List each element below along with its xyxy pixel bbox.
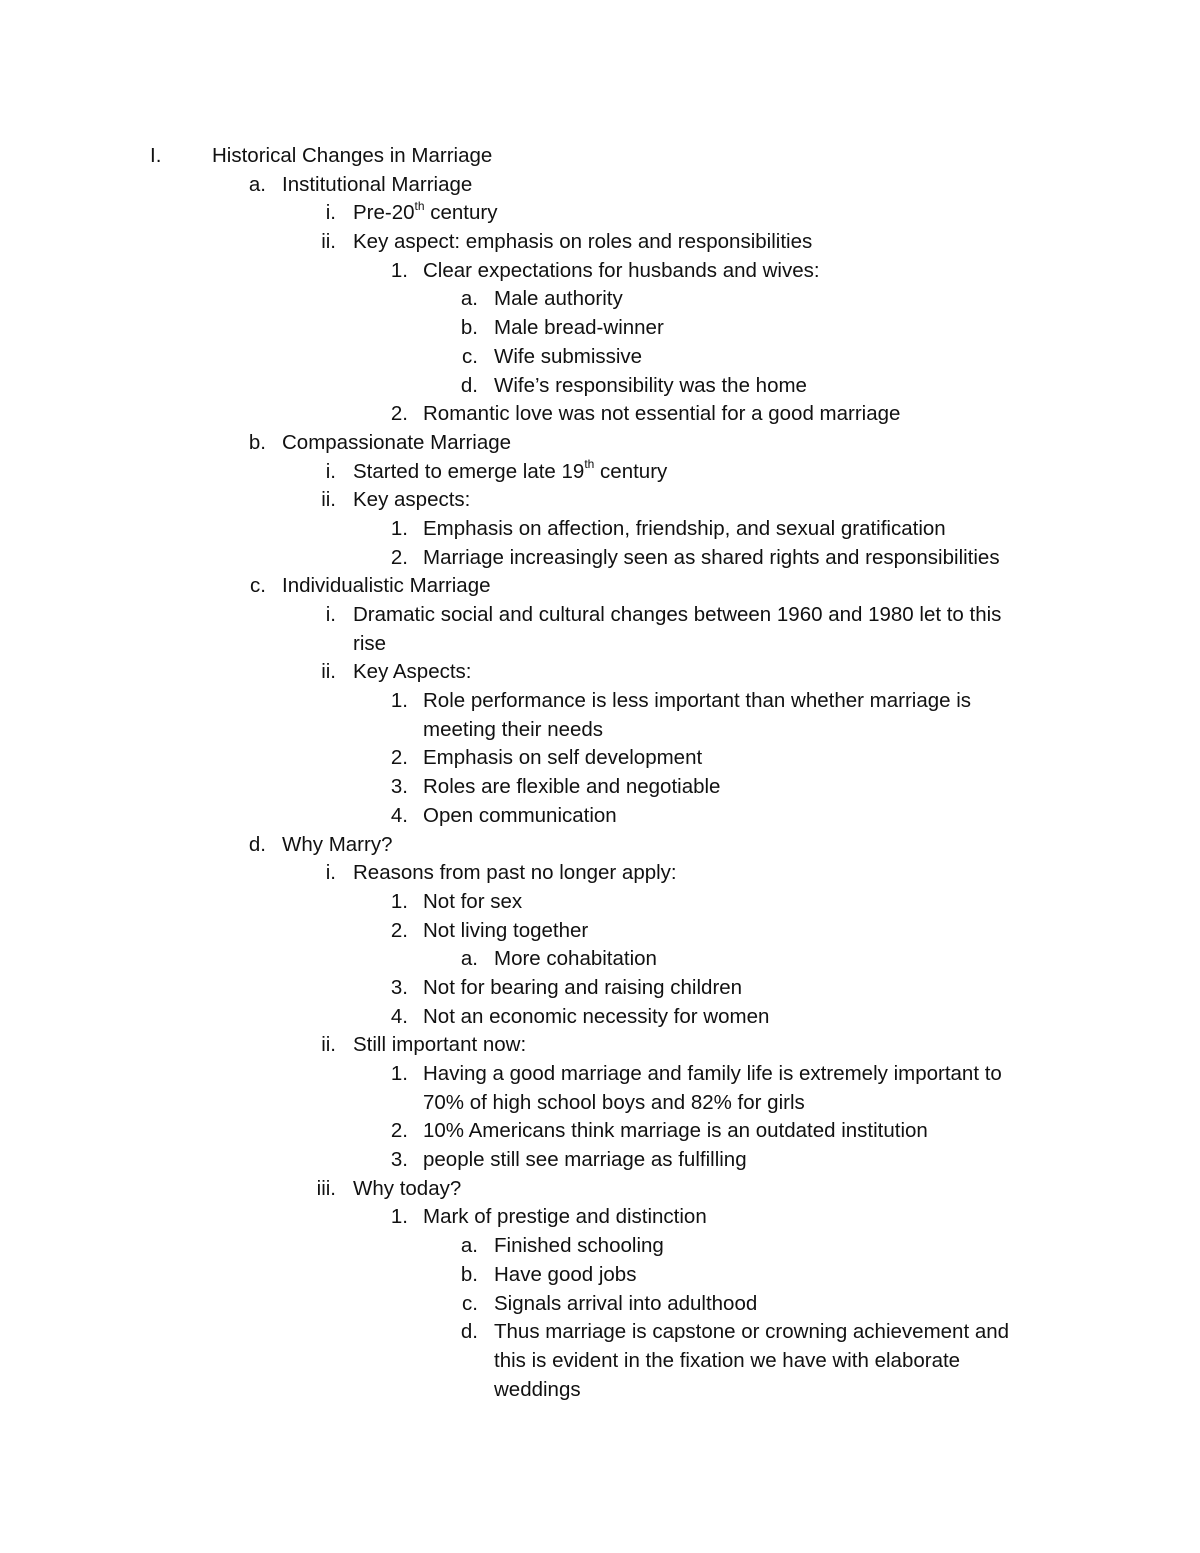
list-marker: 2. [390, 918, 408, 942]
list-marker: c. [462, 344, 478, 368]
item-text [353, 486, 470, 515]
outline-item [0, 744, 1200, 773]
outline-item [0, 171, 1200, 200]
item-text-main: meeting their needs [423, 717, 604, 741]
superscript: th [414, 198, 425, 213]
item-text [423, 802, 617, 831]
item-text-main: Still important now: [353, 1033, 527, 1057]
list-marker: b. [460, 1262, 478, 1286]
item-text [494, 343, 642, 372]
list-marker: a. [460, 1234, 478, 1258]
list-marker: ii. [321, 1033, 336, 1057]
item-text-main: Key Aspects: [353, 660, 472, 684]
item-text [423, 1203, 707, 1232]
item-text [353, 1031, 526, 1060]
outline-item [0, 544, 1200, 573]
item-text [423, 400, 900, 429]
item-text-main: Open communication [423, 803, 617, 827]
outline-item [0, 1060, 1200, 1089]
outline-item [0, 429, 1200, 458]
list-marker: i. [325, 459, 336, 483]
list-marker: b. [248, 430, 266, 454]
item-text [494, 1290, 757, 1319]
item-text [353, 199, 497, 228]
item-text-main: rise [353, 631, 387, 655]
outline-item [0, 1203, 1200, 1232]
list-marker: 3. [390, 1148, 408, 1172]
outline-item [0, 601, 1200, 630]
item-text-main: Romantic love was not essential for a good marriage [423, 402, 901, 426]
list-marker: 4. [390, 803, 408, 827]
item-text-after: century [424, 201, 498, 225]
outline-item [0, 945, 1200, 974]
item-text [494, 285, 623, 314]
list-marker: 2. [390, 402, 408, 426]
item-text-main: Historical Changes in Marriage [212, 144, 493, 167]
list-marker: d. [460, 373, 478, 397]
item-text-main: Started to emerge late 19 [353, 459, 585, 483]
list-marker: 3. [390, 775, 408, 799]
outline-item [0, 458, 1200, 487]
item-text-main: Key aspects: [353, 488, 471, 512]
item-text [353, 630, 386, 659]
outline-item [0, 917, 1200, 946]
item-text [353, 601, 1001, 630]
item-text [494, 1347, 960, 1376]
item-text [423, 544, 1000, 573]
item-text-main: Why today? [353, 1176, 462, 1200]
outline-item [0, 343, 1200, 372]
outline-list [0, 142, 1200, 1404]
item-text-main: Emphasis on affection, friendship, and sexual gratification [423, 516, 946, 540]
item-text [423, 716, 603, 745]
outline-item [0, 486, 1200, 515]
outline-item [0, 1261, 1200, 1290]
list-marker: 2. [390, 545, 408, 569]
list-marker: c. [250, 574, 266, 598]
outline-item [0, 285, 1200, 314]
list-marker: 3. [390, 975, 408, 999]
outline-item [0, 1290, 1200, 1319]
outline-item [0, 831, 1200, 860]
item-text-main: Wife’s responsibility was the home [494, 373, 807, 397]
list-marker: I. [150, 144, 162, 167]
item-text [353, 1175, 461, 1204]
outline-item [0, 400, 1200, 429]
list-marker: iii. [316, 1176, 336, 1200]
list-marker: 1. [390, 258, 408, 282]
item-text-main: Not for bearing and raising children [423, 975, 743, 999]
item-text-main: Mark of prestige and distinction [423, 1205, 707, 1229]
outline-item [0, 228, 1200, 257]
item-text [282, 429, 511, 458]
item-text-main: Have good jobs [494, 1262, 637, 1286]
item-text [494, 314, 664, 343]
item-text-main: Male authority [494, 287, 623, 311]
outline-item-continuation [0, 1347, 1200, 1376]
item-text-main: Finished schooling [494, 1234, 664, 1258]
outline-item [0, 199, 1200, 228]
item-text-main: 70% of high school boys and 82% for girls [423, 1090, 805, 1114]
outline-item [0, 372, 1200, 401]
item-text [423, 773, 720, 802]
item-text [423, 515, 946, 544]
outline-item [0, 802, 1200, 831]
item-text [494, 1318, 1009, 1347]
list-marker: c. [462, 1291, 478, 1315]
outline-item [0, 1175, 1200, 1204]
item-text-main: Marriage increasingly seen as shared rights and responsibilities [423, 545, 1000, 569]
item-text-main: Individualistic Marriage [282, 574, 491, 598]
list-marker: i. [325, 861, 336, 885]
item-text [494, 372, 807, 401]
item-text [353, 859, 677, 888]
item-text-main: Wife submissive [494, 344, 643, 368]
item-text [423, 1003, 769, 1032]
list-marker: 1. [390, 689, 408, 713]
outline-item [0, 1003, 1200, 1032]
item-text [282, 171, 472, 200]
item-text [353, 228, 812, 257]
outline-item [0, 1117, 1200, 1146]
item-text-main: Emphasis on self development [423, 746, 703, 770]
outline-item-continuation [0, 716, 1200, 745]
item-text [423, 1146, 747, 1175]
list-marker: 1. [390, 1062, 408, 1085]
item-text-after: century [594, 459, 668, 483]
item-text [212, 142, 492, 171]
item-text [494, 1261, 636, 1290]
item-text-main: Clear expectations for husbands and wives: [423, 258, 820, 282]
item-text-main: Male bread-winner [494, 316, 664, 340]
item-text-main: Roles are flexible and negotiable [423, 775, 721, 799]
superscript: th [584, 456, 595, 471]
outline-item [0, 1146, 1200, 1175]
item-text-main: Having a good marriage and family life is extremely important to [423, 1062, 1002, 1085]
item-text [423, 1060, 1002, 1089]
outline-item-continuation [0, 1376, 1200, 1405]
item-text-main: Compassionate Marriage [282, 430, 512, 454]
outline-item-continuation [0, 1089, 1200, 1118]
list-marker: 4. [390, 1004, 408, 1028]
item-text-main: Pre-20 [353, 201, 415, 225]
item-text-main: More cohabitation [494, 947, 657, 971]
list-marker: 2. [390, 1119, 408, 1143]
outline-item [0, 658, 1200, 687]
item-text-main: Institutional Marriage [282, 172, 473, 196]
item-text [423, 974, 742, 1003]
item-text-main: 10% Americans think marriage is an outdated institution [423, 1119, 928, 1143]
item-text [423, 917, 588, 946]
item-text [494, 945, 657, 974]
item-text-main: Reasons from past no longer apply: [353, 861, 677, 885]
list-marker: i. [325, 603, 336, 626]
outline-item [0, 314, 1200, 343]
outline-item [0, 572, 1200, 601]
item-text-main: Dramatic social and cultural changes between 1960 and 1980 let to this [353, 603, 1002, 626]
item-text [423, 1089, 805, 1118]
list-marker: ii. [321, 488, 336, 512]
item-text-main: Why Marry? [282, 832, 393, 856]
item-text [494, 1376, 581, 1405]
outline-item [0, 859, 1200, 888]
item-text-main: Not an economic necessity for women [423, 1004, 770, 1028]
outline-item [0, 687, 1200, 716]
list-marker: 1. [390, 1205, 408, 1229]
list-marker: 2. [390, 746, 408, 770]
item-text-main: weddings [494, 1377, 581, 1401]
item-text [494, 1232, 664, 1261]
item-text [353, 658, 472, 687]
list-marker: b. [460, 316, 478, 340]
outline-item [0, 142, 1200, 171]
item-text [282, 572, 491, 601]
list-marker: a. [248, 172, 266, 196]
item-text [282, 831, 392, 860]
list-marker: ii. [321, 660, 336, 684]
item-text [423, 687, 971, 716]
item-text-main: Not living together [423, 918, 589, 942]
list-marker: i. [325, 201, 336, 225]
list-marker: ii. [321, 230, 336, 254]
item-text-main: Signals arrival into adulthood [494, 1291, 758, 1315]
item-text [423, 1117, 928, 1146]
outline-item [0, 1031, 1200, 1060]
outline-item [0, 974, 1200, 1003]
item-text-main: people still see marriage as fulfilling [423, 1148, 747, 1172]
item-text [423, 888, 522, 917]
outline-item [0, 257, 1200, 286]
list-marker: 1. [390, 889, 408, 913]
item-text-main: Thus marriage is capstone or crowning achievement and [494, 1320, 1010, 1344]
item-text [423, 744, 702, 773]
item-text-main: Role performance is less important than whether marriage is [423, 689, 972, 713]
list-marker: d. [460, 1320, 478, 1344]
outline-item-continuation [0, 630, 1200, 659]
list-marker: d. [248, 832, 266, 856]
outline-item [0, 1318, 1200, 1347]
outline-item [0, 888, 1200, 917]
list-marker: a. [460, 287, 478, 311]
item-text [423, 257, 820, 286]
item-text-main: this is evident in the fixation we have with elaborate [494, 1348, 961, 1372]
item-text-main: Not for sex [423, 889, 523, 913]
list-marker: 1. [390, 516, 408, 540]
item-text-main: Key aspect: emphasis on roles and responsibilities [353, 230, 813, 254]
outline-item [0, 773, 1200, 802]
list-marker: a. [460, 947, 478, 971]
outline-item [0, 515, 1200, 544]
item-text [353, 458, 667, 487]
outline-item [0, 1232, 1200, 1261]
